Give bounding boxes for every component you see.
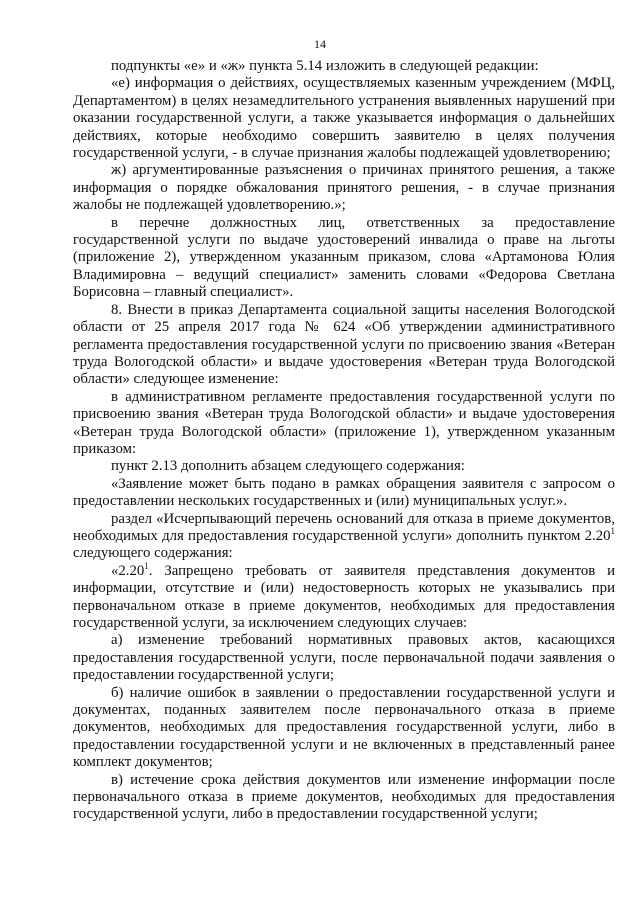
paragraph-6: в административном регламенте предоставления государственной услуги по присвоению звания «Ветеран труда Вологодской области» и выдаче удостоверения «Ветеран труда Вологодской области» (приложение 1), утвержденном указанным приказом: xyxy=(73,388,615,457)
paragraph-2: «е) информация о действиях, осуществляемых казенным учреждением (МФЦ, Департаментом) в целях незамедлительного устранения выявленных нарушений при оказании государственной услуги, а также указывается информация о дальнейших действиях, которые необходимо совершить заявителю в целях получения государственной услуги, - в случае признания жалобы подлежащей удовлетворению; xyxy=(73,75,615,162)
paragraph-8: «Заявление может быть подано в рамках обращения заявителя с запросом о предоставлении нескольких государственных и (или) муниципальных услуг.». xyxy=(73,475,615,510)
paragraph-3: ж) аргументированные разъяснения о причинах принятого решения, а также информация о порядке обжалования принятого решения, - в случае признания жалобы не подлежащей удовлетворению.»; xyxy=(73,162,615,214)
paragraph-7: пункт 2.13 дополнить абзацем следующего содержания: xyxy=(111,458,465,475)
paragraph-9-text-before: раздел «Исчерпывающий перечень оснований для отказа в приеме документов, необходимых для предоставления государственной услуги» дополнить пунктом 2.20 xyxy=(73,510,615,544)
paragraph-11: а) изменение требований нормативных правовых актов, касающихся предоставления государственной услуги, после первоначальной подачи заявления о предоставлении государственной услуги; xyxy=(73,632,615,684)
paragraph-9-text-after: следующего содержания: xyxy=(73,545,233,562)
paragraph-10 xyxy=(73,560,615,633)
paragraph-9-superscript: 1 xyxy=(610,526,615,537)
paragraph-9 xyxy=(73,511,615,563)
paragraph-12: б) наличие ошибок в заявлении о предоставлении государственной услуги и документах, поданных заявителем после первоначального отказа в приеме документов, необходимых для предоставления государственной услуги, либо в предоставлении государственной услуги и не включенных в представленный ранее комплект документов; xyxy=(73,684,615,771)
paragraph-10-text-before: «2.20 xyxy=(111,562,145,579)
paragraph-4: в перечне должностных лиц, ответственных за предоставление государственной услуги по выдаче удостоверений инвалида о праве на льготы (приложение 2), утвержденном указанным приказом, слова «Артамонова Юлия Владимировна – ведущий специалист» заменить словами «Федорова Светлана Борисовна – главный специалист». xyxy=(73,214,615,301)
paragraph-5: 8. Внести в приказ Департамента социальной защиты населения Вологодской области от 25 апреля 2017 года № 624 «Об утверждении административного регламента предоставления государственной услуги по присвоению звания «Ветеран труда Вологодской области» и выдаче удостоверения «Ветеран труда Вологодской области» следующее изменение: xyxy=(73,301,615,388)
paragraph-10-superscript: 1 xyxy=(144,560,149,571)
paragraph-13: в) истечение срока действия документов или изменение информации после первоначального отказа в приеме документов, необходимых для предоставления государственной услуги, либо в предоставлении государственной услуги; xyxy=(73,771,615,823)
page-number: 14 xyxy=(314,37,326,51)
document-body xyxy=(73,58,615,824)
paragraph-10-text-after: . Запрещено требовать от заявителя представления документов и информации, отсутствие и (или) недостоверность которых не указывались при первоначальном отказе в приеме документов, необходимых для предоставления государственной услуги, за исключением следующих случаев: xyxy=(73,562,615,631)
paragraph-1: подпункты «е» и «ж» пункта 5.14 изложить в следующей редакции: xyxy=(111,58,539,74)
